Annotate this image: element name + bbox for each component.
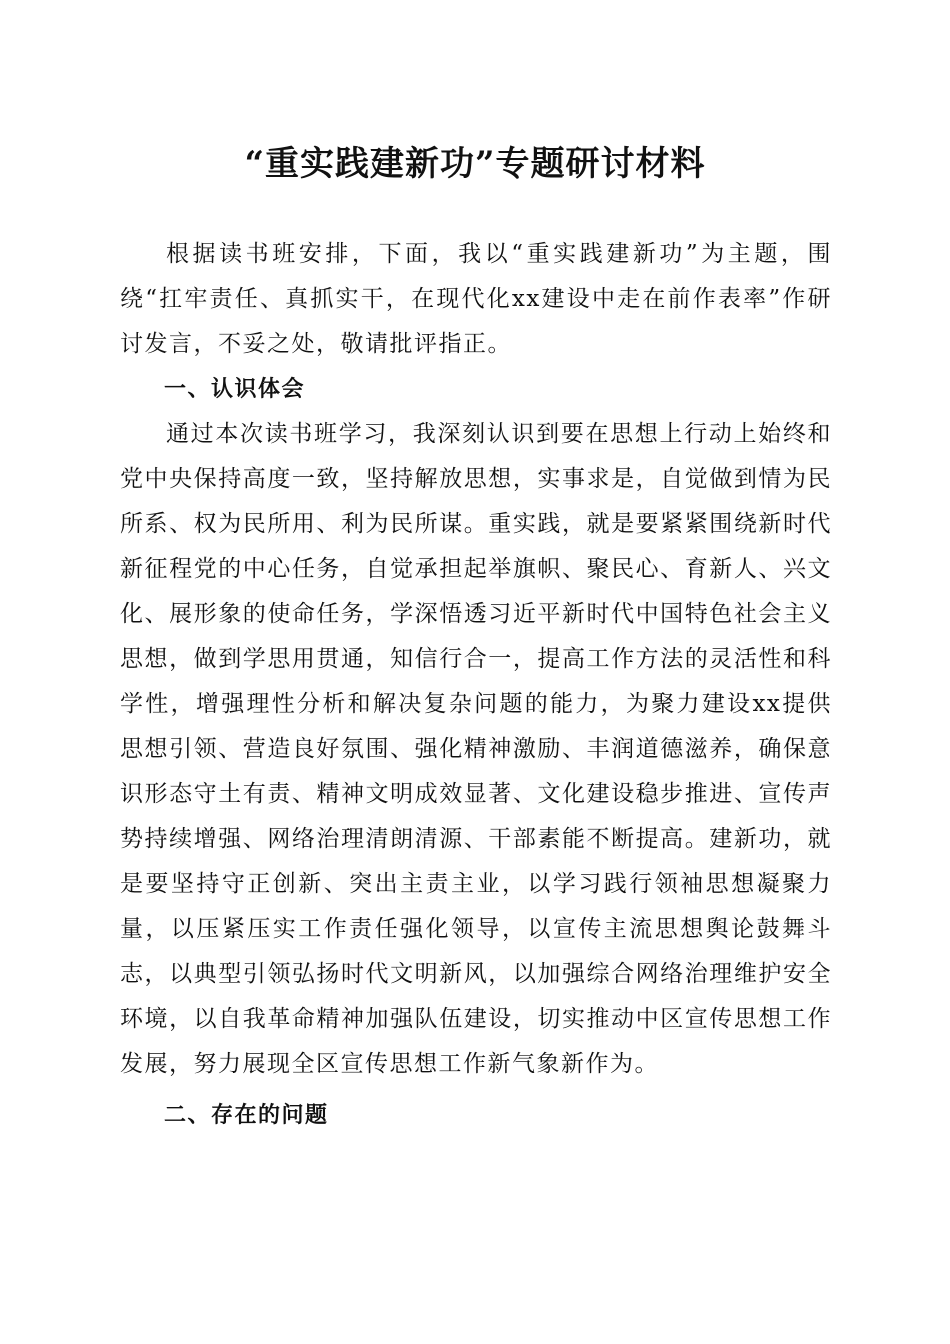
section-1-heading: 一、认识体会 xyxy=(164,377,306,402)
intro-paragraph: 根据读书班安排，下面，我以“重实践建新功”为主题，围绕“扛牢责任、真抓实干，在现代化xx建设中走在前作表率”作研讨发言，不妥之处，敬请批评指正。 xyxy=(120,241,832,357)
document-body xyxy=(120,232,832,1138)
document-title: “重实践建新功”专题研讨材料 xyxy=(244,144,706,184)
section-1-paragraph: 通过本次读书班学习，我深刻认识到要在思想上行动上始终和党中央保持高度一致，坚持解放思想，实事求是，自觉做到情为民所系、权为民所用、利为民所谋。重实践，就是要紧紧围绕新时代新征程党的中心任务，自觉承担起举旗帜、聚民心、育新人、兴文化、展形象的使命任务，学深悟透习近平新时代中国特色社会主义思想，做到学思用贯通，知信行合一，提高工作方法的灵活性和科学性，增强理性分析和解决复杂问题的能力，为聚力建设xx提供思想引领、营造良好氛围、强化精神激励、丰润道德滋养，确保意识形态守土有责、精神文明成效显著、文化建设稳步推进、宣传声势持续增强、网络治理清朗清源、干部素能不断提高。建新功，就是要坚持守正创新、突出主责主业，以学习践行领袖思想凝聚力量，以压紧压实工作责任强化领导，以宣传主流思想舆论鼓舞斗志，以典型引领弘扬时代文明新风，以加强综合网络治理维护安全环境，以自我革命精神加强队伍建设，切实推动中区宣传思想工作发展，努力展现全区宣传思想工作新气象新作为。 xyxy=(120,421,832,1077)
section-2-heading: 二、存在的问题 xyxy=(164,1103,329,1128)
